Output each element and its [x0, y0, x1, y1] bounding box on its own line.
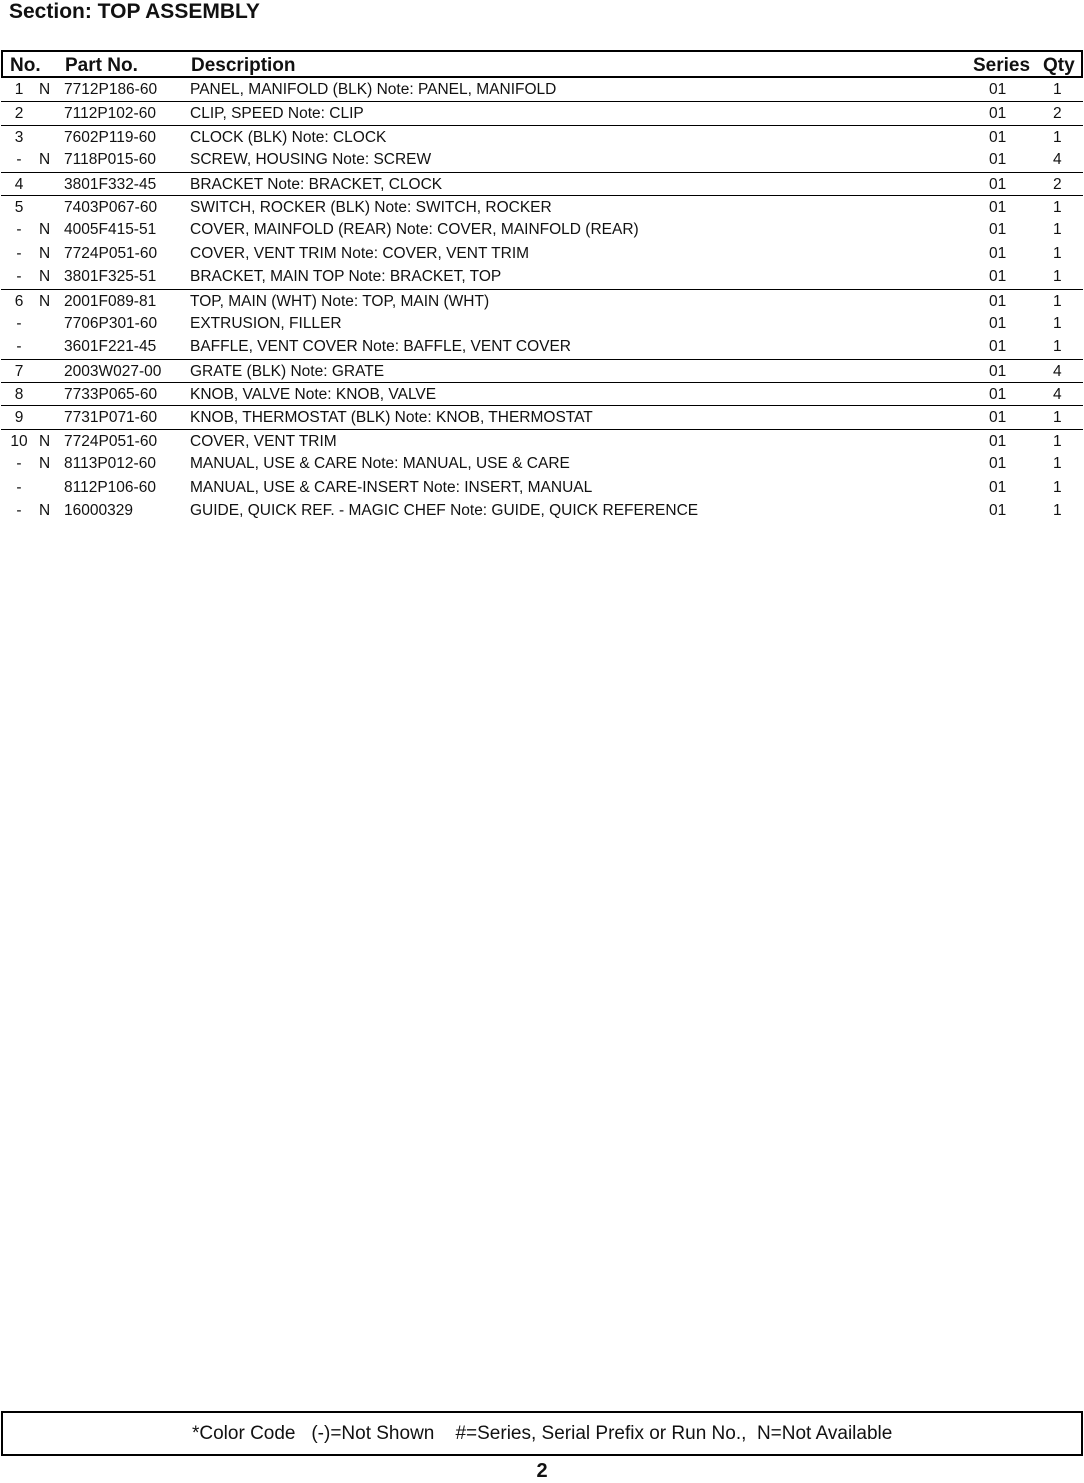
cell-flag: N	[39, 502, 51, 520]
table-row	[1, 476, 1083, 499]
cell-no: -	[16, 244, 22, 262]
cell-description: GUIDE, QUICK REF. - MAGIC CHEF Note: GUIDE, QUICK REFERENCE	[190, 502, 699, 520]
section-title: Section: TOP ASSEMBLY	[9, 0, 260, 23]
page-number: 2	[536, 1460, 548, 1482]
cell-qty: 1	[1053, 455, 1062, 473]
cell-no: 5	[14, 198, 24, 216]
cell-series: 01	[989, 221, 1007, 239]
table-row	[1, 405, 1083, 428]
table-row	[1, 78, 1083, 101]
cell-description: COVER, VENT TRIM	[190, 432, 337, 450]
cell-part-no: 7706P301-60	[64, 314, 158, 332]
cell-no: 9	[14, 409, 24, 427]
table-row	[1, 312, 1083, 335]
cell-description: CLOCK (BLK) Note: CLOCK	[190, 128, 387, 146]
cell-description: BAFFLE, VENT COVER Note: BAFFLE, VENT COVER	[190, 338, 571, 356]
cell-no: 2	[14, 105, 24, 123]
cell-no: 7	[14, 362, 24, 380]
cell-part-no: 16000329	[64, 502, 133, 520]
cell-flag: N	[39, 292, 51, 310]
table-row	[1, 429, 1083, 452]
cell-flag: N	[39, 244, 51, 262]
cell-part-no: 4005F415-51	[64, 221, 157, 239]
cell-no: -	[16, 478, 22, 496]
cell-part-no: 7403P067-60	[64, 198, 158, 216]
cell-part-no: 2003W027-00	[64, 362, 162, 380]
cell-qty: 4	[1053, 362, 1062, 380]
cell-part-no: 7731P071-60	[64, 409, 158, 427]
cell-qty: 1	[1053, 292, 1062, 310]
cell-no: -	[16, 151, 22, 169]
cell-series: 01	[989, 105, 1007, 123]
cell-no: 10	[10, 432, 28, 450]
table-header	[1, 50, 1083, 78]
cell-part-no: 8112P106-60	[64, 478, 156, 496]
cell-no: -	[16, 502, 22, 520]
cell-qty: 1	[1053, 502, 1062, 520]
table-row	[1, 218, 1083, 241]
cell-qty: 1	[1053, 221, 1062, 239]
cell-part-no: 3801F332-45	[64, 175, 157, 193]
cell-flag: N	[39, 221, 51, 239]
cell-series: 01	[989, 386, 1007, 404]
header-series: Series	[973, 55, 1031, 76]
cell-part-no: 3801F325-51	[64, 268, 157, 286]
cell-qty: 1	[1053, 409, 1062, 427]
cell-part-no: 7712P186-60	[64, 81, 158, 98]
cell-description: COVER, MAINFOLD (REAR) Note: COVER, MAINFOLD (REAR)	[190, 221, 639, 239]
cell-part-no: 7724P051-60	[64, 244, 158, 262]
cell-description: PANEL, MANIFOLD (BLK) Note: PANEL, MANIFOLD	[190, 81, 557, 98]
cell-description: CLIP, SPEED Note: CLIP	[190, 105, 364, 123]
cell-qty: 1	[1053, 268, 1062, 286]
cell-description: MANUAL, USE & CARE-INSERT Note: INSERT, MANUAL	[190, 478, 593, 496]
cell-qty: 1	[1053, 81, 1062, 98]
table-row	[1, 148, 1083, 171]
cell-part-no: 7724P051-60	[64, 432, 158, 450]
legend-text: *Color Code (-)=Not Shown #=Series, Serial Prefix or Run No., N=Not Available	[192, 1423, 893, 1444]
cell-series: 01	[989, 362, 1007, 380]
cell-flag: N	[39, 151, 51, 169]
cell-qty: 4	[1053, 386, 1062, 404]
cell-series: 01	[989, 314, 1007, 332]
table-row	[1, 499, 1083, 522]
cell-no: -	[16, 455, 22, 473]
cell-qty: 2	[1053, 175, 1062, 193]
cell-series: 01	[989, 151, 1007, 169]
table-row	[1, 101, 1083, 124]
cell-description: SWITCH, ROCKER (BLK) Note: SWITCH, ROCKER	[190, 198, 552, 216]
cell-series: 01	[989, 455, 1007, 473]
cell-no: 8	[14, 386, 24, 404]
cell-part-no: 8113P012-60	[64, 455, 156, 473]
header-no: No.	[10, 55, 41, 76]
cell-series: 01	[989, 244, 1007, 262]
table-body	[1, 78, 1083, 522]
cell-description: KNOB, THERMOSTAT (BLK) Note: KNOB, THERMOSTAT	[190, 409, 593, 427]
cell-no: -	[16, 338, 22, 356]
cell-description: MANUAL, USE & CARE Note: MANUAL, USE & CARE	[190, 455, 570, 473]
cell-series: 01	[989, 409, 1007, 427]
table-row	[1, 335, 1083, 358]
header-qty: Qty	[1043, 55, 1075, 76]
cell-qty: 1	[1053, 338, 1062, 356]
cell-part-no: 7112P102-60	[64, 105, 156, 123]
cell-part-no: 7602P119-60	[64, 128, 156, 146]
cell-qty: 4	[1053, 151, 1062, 169]
header-part-no: Part No.	[65, 55, 138, 76]
table-row	[1, 242, 1083, 265]
cell-description: TOP, MAIN (WHT) Note: TOP, MAIN (WHT)	[190, 292, 490, 310]
cell-no: 4	[14, 175, 24, 193]
table-row	[1, 265, 1083, 288]
cell-description: BRACKET Note: BRACKET, CLOCK	[190, 175, 443, 193]
parts-table	[1, 50, 1083, 522]
cell-series: 01	[989, 432, 1007, 450]
table-row	[1, 289, 1083, 312]
table-row	[1, 195, 1083, 218]
cell-flag: N	[39, 432, 51, 450]
legend-box	[1, 1411, 1083, 1456]
cell-qty: 1	[1053, 314, 1062, 332]
cell-series: 01	[989, 81, 1007, 98]
cell-no: 3	[14, 128, 24, 146]
table-row	[1, 172, 1083, 195]
cell-no: -	[16, 268, 22, 286]
cell-series: 01	[989, 338, 1007, 356]
table-row	[1, 382, 1083, 405]
cell-series: 01	[989, 292, 1007, 310]
cell-part-no: 7733P065-60	[64, 386, 158, 404]
cell-description: SCREW, HOUSING Note: SCREW	[190, 151, 432, 169]
cell-part-no: 2001F089-81	[64, 292, 157, 310]
cell-part-no: 3601F221-45	[64, 338, 157, 356]
cell-description: COVER, VENT TRIM Note: COVER, VENT TRIM	[190, 244, 530, 262]
cell-qty: 1	[1053, 478, 1062, 496]
cell-series: 01	[989, 268, 1007, 286]
table-row	[1, 125, 1083, 148]
cell-no: 1	[14, 81, 24, 98]
cell-no: -	[16, 314, 22, 332]
cell-series: 01	[989, 198, 1007, 216]
cell-description: KNOB, VALVE Note: KNOB, VALVE	[190, 386, 437, 404]
table-row	[1, 452, 1083, 475]
cell-series: 01	[989, 175, 1007, 193]
cell-no: 6	[14, 292, 24, 310]
cell-qty: 1	[1053, 128, 1062, 146]
cell-flag: N	[39, 455, 51, 473]
header-description: Description	[191, 55, 296, 76]
cell-part-no: 7118P015-60	[64, 151, 156, 169]
cell-flag: N	[39, 81, 51, 98]
cell-series: 01	[989, 478, 1007, 496]
cell-series: 01	[989, 502, 1007, 520]
cell-description: EXTRUSION, FILLER	[190, 314, 342, 332]
cell-series: 01	[989, 128, 1007, 146]
cell-description: BRACKET, MAIN TOP Note: BRACKET, TOP	[190, 268, 502, 286]
cell-qty: 1	[1053, 432, 1062, 450]
cell-description: GRATE (BLK) Note: GRATE	[190, 362, 385, 380]
cell-flag: N	[39, 268, 51, 286]
cell-no: -	[16, 221, 22, 239]
cell-qty: 2	[1053, 105, 1062, 123]
cell-qty: 1	[1053, 198, 1062, 216]
cell-qty: 1	[1053, 244, 1062, 262]
table-row	[1, 359, 1083, 382]
